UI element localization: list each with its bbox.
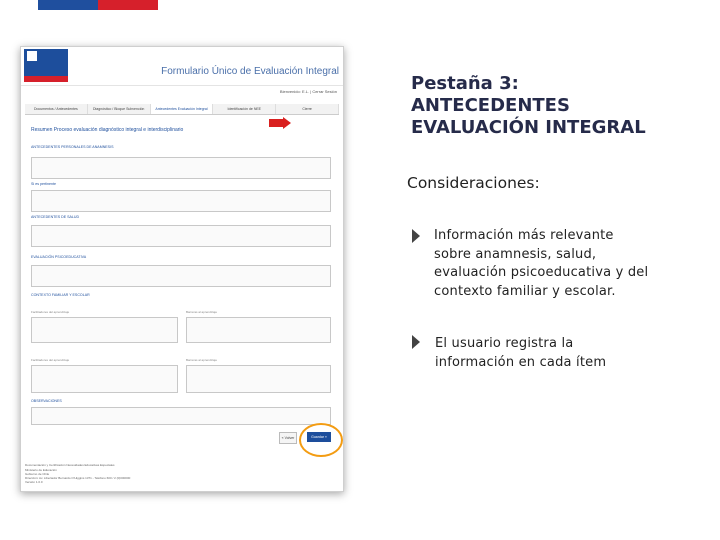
text-area[interactable] <box>31 190 331 212</box>
field-label: Barreras al aprendizaje <box>186 358 218 362</box>
field-label: Facilitadores del aprendizaje <box>31 310 70 314</box>
government-logo-icon <box>24 49 68 82</box>
form-title: Formulario Único de Evaluación Integral <box>161 66 339 77</box>
flag-red-bar <box>98 0 158 10</box>
footer-line: Ministerio de Educación <box>25 468 57 472</box>
bullet-arrow-icon <box>412 229 420 243</box>
bullet-text <box>435 335 606 372</box>
slide-heading <box>411 73 711 139</box>
considerations-label: Consideraciones: <box>407 174 540 192</box>
heading-line: ANTECEDENTES <box>411 95 570 116</box>
field-label: ANTECEDENTES PERSONALES DE ANAMNESIS <box>31 145 114 149</box>
tab-antecedentes[interactable]: Antecedentes Evaluación Integral <box>151 104 214 114</box>
bullet-text <box>434 227 648 301</box>
footer-line: Documentación y Certificación Necesidades Educativas Especiales <box>25 463 115 467</box>
field-label: CONTEXTO FAMILIAR Y ESCOLAR <box>31 293 90 297</box>
tab-documentos[interactable]: Documentos / Antecedentes <box>25 104 88 114</box>
pointer-arrow-icon <box>269 117 291 129</box>
text-area[interactable] <box>186 317 331 343</box>
text-area[interactable] <box>31 407 331 425</box>
footer-line: Gobierno de Chile <box>25 472 50 476</box>
section-title: Resumen Proceso evaluación diagnóstico integral e interdisciplinario <box>31 127 184 133</box>
bullet-line: Información más relevante <box>434 228 614 243</box>
field-label: Si es pertinente <box>31 182 56 186</box>
flag-blue-bar <box>38 0 98 10</box>
bullet-line: sobre anamnesis, salud, <box>434 246 597 262</box>
text-area[interactable] <box>31 225 331 247</box>
bullet-line: contexto familiar y escolar. <box>434 283 616 299</box>
bullet-line: El usuario registra la <box>435 336 574 351</box>
text-area[interactable] <box>31 157 331 179</box>
footer-line: Versión 1.0.0 <box>25 480 43 484</box>
save-button[interactable]: Guardar » <box>307 432 331 442</box>
text-area[interactable] <box>31 365 178 393</box>
highlight-circle <box>299 423 343 457</box>
bullet-arrow-icon <box>412 335 420 349</box>
heading-line: Pestaña 3: <box>411 73 519 94</box>
bullet-line: evaluación psicoeducativa y del <box>434 265 649 280</box>
text-area[interactable] <box>31 317 178 343</box>
bullet-line: información en cada ítem <box>435 354 607 370</box>
screenshot-header <box>21 47 343 86</box>
footer-line: Dirección: Av. Libertador Bernardo O'Higgins 1371 - Teléfono 600 / 2 (0)000000 <box>25 476 131 480</box>
tab-identificacion[interactable]: Identificación de NEE <box>213 104 276 114</box>
text-area[interactable] <box>186 365 331 393</box>
text-area[interactable] <box>31 265 331 287</box>
form-screenshot <box>20 46 344 492</box>
field-label: EVALUACIÓN PSICOEDUCATIVA <box>31 255 87 259</box>
tab-diagnostico[interactable]: Diagnóstico / Bloque Subvención <box>88 104 151 114</box>
field-label: Barreras al aprendizaje <box>186 310 218 314</box>
user-session-line[interactable]: Bienvenido: E.L. | Cerrar Sesión <box>279 89 337 94</box>
heading-line: EVALUACIÓN INTEGRAL <box>411 117 646 138</box>
field-label: OBSERVACIONES <box>31 399 62 403</box>
form-tabs <box>25 104 339 115</box>
field-label: ANTECEDENTES DE SALUD <box>31 215 80 219</box>
field-label: Facilitadores del aprendizaje <box>31 358 70 362</box>
back-button[interactable]: « Volver <box>279 432 297 444</box>
tab-cierre[interactable]: Cierre <box>276 104 339 114</box>
